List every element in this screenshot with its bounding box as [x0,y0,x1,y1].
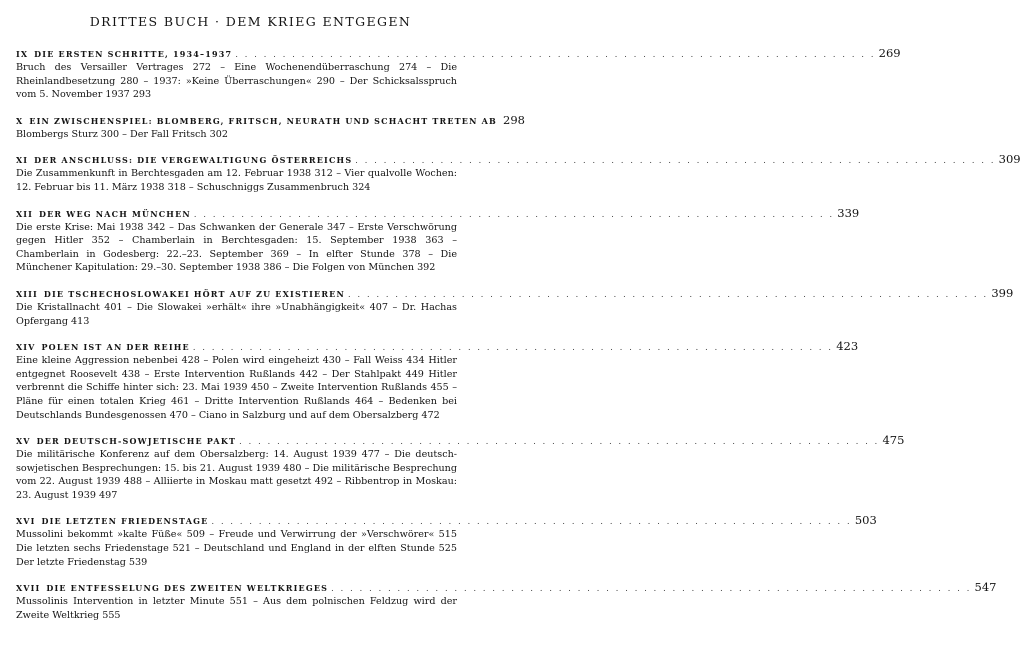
chapter-heading [16,152,1021,167]
chapter-title: DIE LETZTEN FRIEDENSTAGE [41,516,209,527]
chapter-page: 339 [837,205,860,220]
dot-leader [239,436,879,448]
chapter-contents: Mussolini bekommt »kalte Füße« 509 – Freude und Verwirrung der »Verschwörer« 515 Die letzten sechs Friedenstage 521 – Deutschland und England in der elften Stunde 525 Der letzte Friedenstag 539 [16,529,457,568]
chapter-page: 475 [882,433,905,448]
chapter-heading [16,339,859,354]
chapter-contents: Die militärische Konferenz auf dem Obersalzberg: 14. August 1939 477 – Die deutsch-sowjetischen Besprechungen: 15. bis 21. August 1939 480 – Die militärische Besprechung vom 22. August 1939 488 – Alliierte in Moskau matt gesetzt 492 – Ribbentrop in Moskau: 23. August 1939 497 [16,449,457,501]
chapter-title: DER WEG NACH MÜNCHEN [39,208,191,219]
chapter-numeral: XI [16,155,29,166]
chapter-numeral: XV [16,436,31,447]
chapter-contents: Die Zusammenkunft in Berchtesgaden am 12. Februar 1938 312 – Vier qualvolle Wochen: 12. Februar bis 11. März 1938 318 – Schuschniggs Zusammenbruch 324 [16,168,457,193]
toc-entry [16,46,901,102]
chapter-page: 547 [974,580,997,595]
toc-entry [16,112,525,142]
toc-entry [16,433,905,502]
chapter-numeral: XIV [16,342,36,353]
dot-leader [331,583,971,595]
chapter-title: DIE ERSTEN SCHRITTE, 1934–1937 [34,49,233,59]
chapter-title: DIE ENTFESSELUNG DES ZWEITEN WELTKRIEGES [46,583,329,594]
chapter-contents: Die Kristallnacht 401 – Die Slowakei »erhält« ihre »Unabhängigkeit« 407 – Dr. Hachas Opfergang 413 [16,301,457,327]
chapter-page: 423 [836,339,859,354]
chapter-heading [16,46,901,60]
chapter-numeral: XII [16,208,33,219]
chapter-contents: Mussolinis Intervention in letzter Minute 551 – Aus dem polnischen Feldzug wird der Zweite Weltkrieg 555 [16,596,457,621]
chapter-title: EIN ZWISCHENSPIEL: BLOMBERG, FRITSCH, NEURATH UND SCHACHT TRETEN AB [29,115,497,126]
dot-leader [193,342,833,354]
book-title: DRITTES BUCH · DEM KRIEG ENTGEGEN [89,14,412,29]
dot-leader [348,289,988,301]
chapter-page: 399 [991,285,1014,300]
chapter-heading [16,285,1014,300]
dot-leader [194,209,834,221]
chapter-contents: Bruch des Versailler Vertrages 272 – Eine Wochenendüberraschung 274 – Die Rheinlandbesetzung 280 – 1937: »Keine Überraschungen« 290 – Der Schicksalsspruch vom 5. November 1937 293 [16,62,457,101]
toc-entry [16,152,1021,194]
toc-entry [16,580,997,622]
chapter-page: 298 [503,112,525,127]
chapter-numeral: XVII [16,583,41,594]
dot-leader [235,49,875,61]
dot-leader [355,155,995,167]
chapter-heading [16,112,525,127]
chapter-contents: Eine kleine Aggression nebenbei 428 – Polen wird eingeheizt 430 – Fall Weiss 434 Hitler entgegnet Roosevelt 438 – Erste Intervention Rußlands 442 – Der Stahlpakt 449 Hitler verbrennt die Schiffe hinter sich: 23. Mai 1939 450 – Zweite Intervention Rußlands 455 – Pläne für einen totalen Krieg 461 – Dritte Intervention Rußlands 464 – Bedenken bei Deutschlands Bundesgenossen 470 – Ciano in Salzburg und auf dem Obersalzberg 472 [16,355,457,421]
toc-entry [16,285,1014,328]
chapter-numeral: XIII [16,288,38,299]
chapter-page: 503 [854,513,877,528]
chapter-title: DER ANSCHLUSS: DIE VERGEWALTIGUNG ÖSTERREICHS [34,155,353,166]
chapter-page: 309 [998,152,1021,167]
toc-entry [16,205,860,275]
chapter-heading [16,580,997,595]
chapter-numeral: XVI [16,516,36,527]
toc-entry [16,339,859,422]
chapter-heading [16,205,860,220]
chapter-numeral: X [16,115,24,126]
chapter-contents: Die erste Krise: Mai 1938 342 – Das Schwanken der Generale 347 – Erste Verschwörung gegen Hitler 352 – Chamberlain in Berchtesgaden: 15. September 1938 363 – Chamberlain in Godesberg: 22.–23. September 369 – In elfter Stunde 378 – Die Münchener Kapitulation: 29.–30. September 1938 386 – Die Folgen von München 392 [16,221,457,274]
chapter-title: POLEN IST AN DER REIHE [41,342,190,353]
chapter-page: 269 [878,46,901,60]
chapter-numeral: IX [16,49,29,59]
dot-leader [211,516,851,528]
chapter-heading [16,433,905,448]
chapter-title: DIE TSCHECHOSLOWAKEI HÖRT AUF ZU EXISTIEREN [43,288,345,299]
chapter-title: DER DEUTSCH-SOWJETISCHE PAKT [36,436,237,447]
chapter-heading [16,513,877,528]
toc-entry [16,513,877,569]
toc-list [16,46,1021,622]
chapter-contents: Blombergs Sturz 300 – Der Fall Fritsch 302 [16,128,228,140]
